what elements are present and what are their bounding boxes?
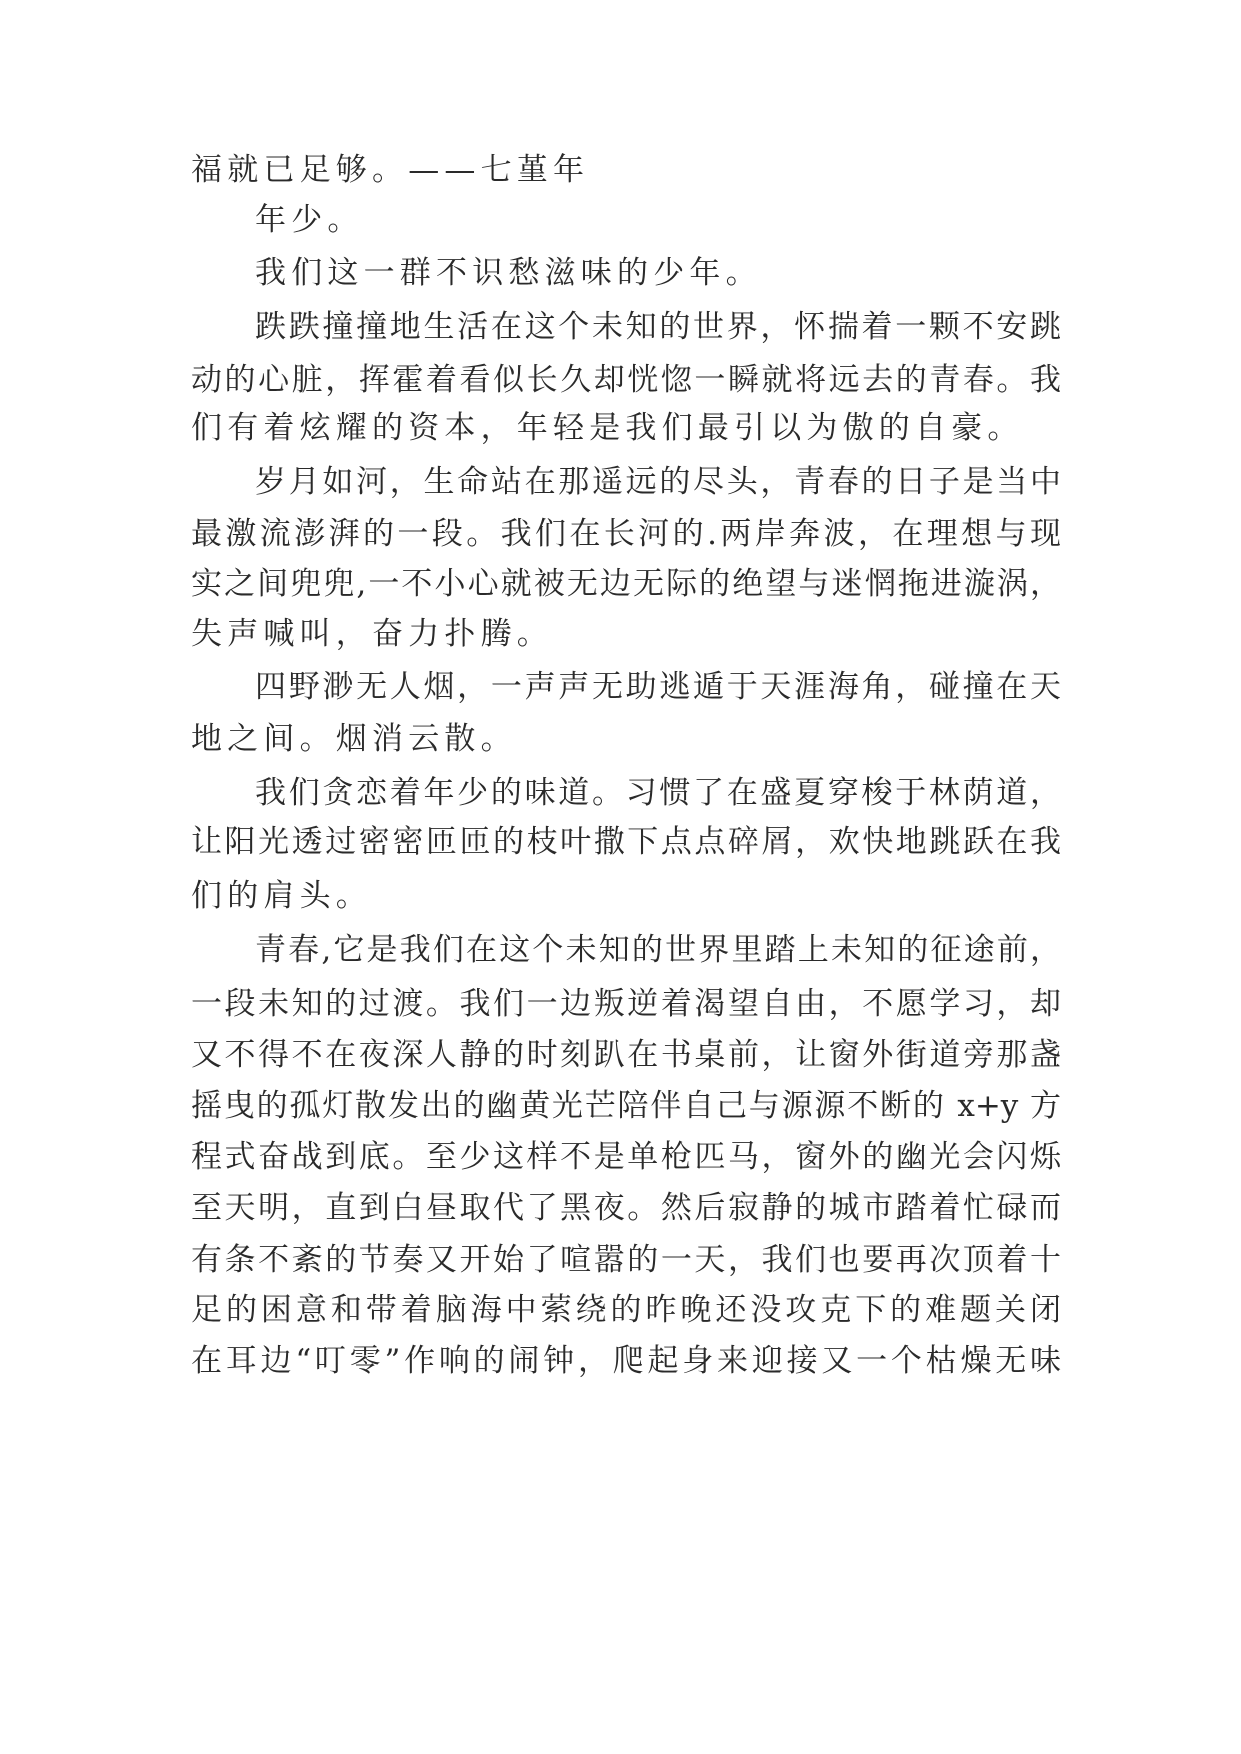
paragraph-5-line-2: 地之间。烟消云散。: [191, 721, 517, 757]
paragraph-4-line-4: 失声喊叫，奋力扑腾。: [191, 616, 553, 652]
paragraph-7-line-7: 有条不紊的节奏又开始了喧嚣的一天，我们也要再次顶着十: [191, 1242, 1061, 1278]
paragraph-6-line-1: 我们贪恋着年少的味道。习惯了在盛夏穿梭于林荫道，: [255, 775, 1061, 811]
paragraph-7-line-4: 摇曳的孤灯散发出的幽黄光芒陪伴自己与源源不断的 x+y 方: [191, 1088, 1061, 1124]
paragraph-7-line-5: 程式奋战到底。至少这样不是单枪匹马，窗外的幽光会闪烁: [191, 1139, 1061, 1175]
paragraph-7-line-9: 在耳边“叮零”作响的闹钟，爬起身来迎接又一个枯燥无味: [191, 1343, 1061, 1379]
paragraph-1: 年少。: [255, 202, 364, 238]
paragraph-6-line-3: 们的肩头。: [191, 878, 372, 914]
paragraph-7-line-6: 至天明，直到白昼取代了黑夜。然后寂静的城市踏着忙碌而: [191, 1190, 1061, 1226]
paragraph-5-line-1: 四野渺无人烟，一声声无助逃遁于天涯海角，碰撞在天: [255, 669, 1061, 705]
paragraph-4-line-1: 岁月如河，生命站在那遥远的尽头，青春的日子是当中: [255, 464, 1061, 500]
paragraph-4-line-3: 实之间兜兜,一不小心就被无边无际的绝望与迷惘拖进漩涡，: [191, 566, 1061, 602]
paragraph-3-line-1: 跌跌撞撞地生活在这个未知的世界，怀揣着一颗不安跳: [255, 309, 1061, 345]
paragraph-7-line-2: 一段未知的过渡。我们一边叛逆着渴望自由，不愿学习，却: [191, 986, 1061, 1022]
paragraph-6-line-2: 让阳光透过密密匝匝的枝叶撒下点点碎屑，欢快地跳跃在我: [191, 824, 1061, 860]
paragraph-7-line-8: 足的困意和带着脑海中萦绕的昨晚还没攻克下的难题关闭: [191, 1292, 1061, 1328]
paragraph-4-line-2: 最激流澎湃的一段。我们在长河的.两岸奔波，在理想与现: [191, 516, 1061, 552]
paragraph-3-line-2: 动的心脏，挥霍着看似长久却恍惚一瞬就将远去的青春。我: [191, 362, 1061, 398]
paragraph-7-line-1: 青春,它是我们在这个未知的世界里踏上未知的征途前，: [255, 932, 1061, 968]
paragraph-2: 我们这一群不识愁滋味的少年。: [255, 255, 762, 291]
text-line-1: 福就已足够。——七堇年: [191, 152, 590, 188]
paragraph-3-line-3: 们有着炫耀的资本，年轻是我们最引以为傲的自豪。: [191, 410, 1024, 446]
paragraph-7-line-3: 又不得不在夜深人静的时刻趴在书桌前，让窗外街道旁那盏: [191, 1037, 1061, 1073]
